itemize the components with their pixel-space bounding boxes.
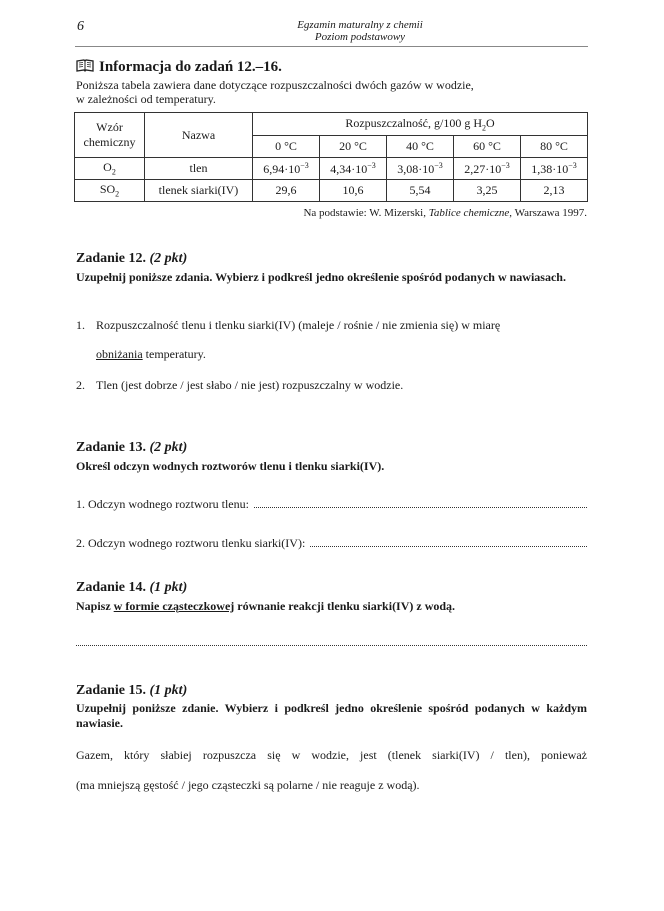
task13-instruction: Określ odczyn wodnych roztworów tlenu i tlenku siarki(IV). <box>76 459 385 473</box>
value-cell: 3,25 <box>454 180 521 202</box>
task14-instruction: Napisz w formie cząsteczkowej równanie reakcji tlenku siarki(IV) z wodą. <box>76 599 456 613</box>
temp-header: 0 °C <box>253 135 320 158</box>
task15-heading: Zadanie 15. (1 pkt) <box>76 683 188 698</box>
name-cell: tlen <box>145 158 253 180</box>
formula-cell: $O_2$ <box>75 158 145 180</box>
name-cell: tlenek siarki(IV) <box>145 180 253 202</box>
exam-title: Egzamin maturalny z chemii <box>297 19 423 31</box>
temp-header: 60 °C <box>454 135 521 158</box>
table-row <box>75 180 588 202</box>
info-intro-line2: w zależności od temperatury. <box>76 92 216 106</box>
temp-header: 80 °C <box>521 135 588 158</box>
info-title: Informacja do zadań 12.–16. <box>99 59 282 75</box>
header-rule <box>75 46 588 47</box>
exam-level: Poziom podstawowy <box>314 31 406 43</box>
task12-instruction: Uzupełnij poniższe zdania. Wybierz i podkreśl jedno określenie spośród podanych w nawiasach. <box>76 270 566 284</box>
table-source: Na podstawie: W. Mizerski, Tablice chemiczne, Warszawa 1997. <box>303 207 587 219</box>
header-solubility: Rozpuszczalność, g/100 g $H_2O$ <box>253 113 588 136</box>
value-cell: 2,13 <box>521 180 588 202</box>
table-row <box>75 158 588 180</box>
solubility-table <box>74 112 588 202</box>
task12-heading: Zadanie 12. (2 pkt) <box>76 251 188 266</box>
task12-item2: 2. Tlen (jest dobrze / jest słabo / nie jest) rozpuszczalny w wodzie. <box>76 378 404 392</box>
task12-item1: 1. Rozpuszczalność tlenu i tlenku siarki(IV) (maleje / rośnie / nie zmienia się) w miarę <box>76 318 501 332</box>
formula-cell: $SO_2$ <box>75 180 145 202</box>
value-cell: 10,6 <box>320 180 387 202</box>
task13-item2: 2. Odczyn wodnego roztworu tlenku siarki(IV): <box>76 536 587 551</box>
answer-field-2[interactable] <box>310 536 587 547</box>
task14-heading: Zadanie 14. (1 pkt) <box>76 580 188 595</box>
answer-field-1[interactable] <box>254 497 587 508</box>
value-cell: 29,6 <box>253 180 320 202</box>
value-cell: $1,38\cdot 10^{-3}$ <box>521 158 588 180</box>
info-heading <box>76 59 282 76</box>
value-cell: $4,34\cdot 10^{-3}$ <box>320 158 387 180</box>
header-formula: Wzór chemiczny <box>75 113 145 158</box>
info-intro-line1: Poniższa tabela zawiera dane dotyczące rozpuszczalności dwóch gazów w wodzie, <box>76 78 474 92</box>
value-cell: $6,94\cdot 10^{-3}$ <box>253 158 320 180</box>
task15-line1: Gazem, który słabiej rozpuszcza się w wodzie, jest (tlenek siarki(IV) / tlen), ponieważ <box>76 748 587 762</box>
page-number: 6 <box>77 19 84 34</box>
value-cell: $2,27\cdot 10^{-3}$ <box>454 158 521 180</box>
book-icon <box>76 59 94 72</box>
answer-field-3[interactable] <box>76 635 587 646</box>
task13-item1: 1. Odczyn wodnego roztworu tlenu: <box>76 497 587 512</box>
temp-header: 20 °C <box>320 135 387 158</box>
task14-answer-row <box>76 635 587 646</box>
value-cell: $3,08\cdot 10^{-3}$ <box>387 158 454 180</box>
task13-heading: Zadanie 13. (2 pkt) <box>76 440 188 455</box>
temp-header: 40 °C <box>387 135 454 158</box>
task15-line2: (ma mniejszą gęstość / jego cząsteczki są polarne / nie reaguje z wodą). <box>76 778 420 792</box>
task15-instruction: Uzupełnij poniższe zdanie. Wybierz i podkreśl jedno określenie spośród podanych w każdym nawiasie. <box>76 701 587 730</box>
value-cell: 5,54 <box>387 180 454 202</box>
header-name: Nazwa <box>145 113 253 158</box>
task12-item1-cont: obniżania temperatury. <box>96 347 206 361</box>
